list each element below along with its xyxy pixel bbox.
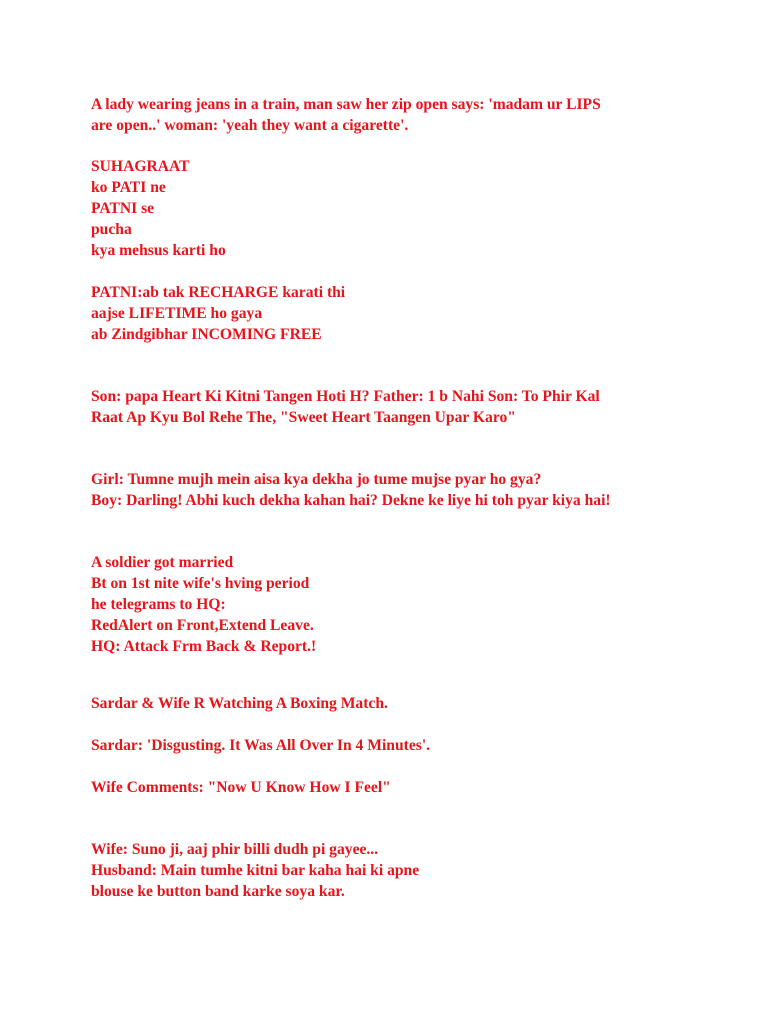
text-line: PATNI se [91,200,155,217]
text-line: Girl: Tumne mujh mein aisa kya dekha jo tume mujse pyar ho gya? [91,471,542,488]
text-line: kya mehsus karti ho [91,242,226,259]
text-line: ab Zindgibhar INCOMING FREE [91,326,322,343]
text-line: ko PATI ne [91,179,166,196]
text-line: are open..' woman: 'yeah they want a cigarette'. [91,117,409,134]
text-line: he telegrams to HQ: [91,596,226,613]
text-line: Husband: Main tumhe kitni bar kaha hai ki apne [91,862,420,879]
text-line: Boy: Darling! Abhi kuch dekha kahan hai? Dekne ke liye hi toh pyar kiya hai! [91,492,611,509]
text-line: Son: papa Heart Ki Kitni Tangen Hoti H? Father: 1 b Nahi Son: To Phir Kal [91,388,600,405]
text-line: blouse ke button band karke soya kar. [91,883,345,900]
text-line: Raat Ap Kyu Bol Rehe The, "Sweet Heart Taangen Upar Karo" [91,409,516,426]
text-line: PATNI:ab tak RECHARGE karati thi [91,284,346,301]
text-line: aajse LIFETIME ho gaya [91,305,263,322]
text-line: Wife: Suno ji, aaj phir billi dudh pi gayee... [91,841,379,858]
text-line: pucha [91,221,132,238]
text-line: Sardar: 'Disgusting. It Was All Over In 4 Minutes'. [91,737,431,754]
text-line: A lady wearing jeans in a train, man saw her zip open says: 'madam ur LIPS [91,96,601,113]
text-line: HQ: Attack Frm Back & Report.! [91,638,317,655]
text-line: SUHAGRAAT [91,158,190,175]
text-line: Bt on 1st nite wife's hving period [91,575,310,592]
text-line: A soldier got married [91,554,234,571]
text-line: Sardar & Wife R Watching A Boxing Match. [91,695,388,712]
text-line: RedAlert on Front,Extend Leave. [91,617,314,634]
text-line: Wife Comments: "Now U Know How I Feel" [91,779,391,796]
